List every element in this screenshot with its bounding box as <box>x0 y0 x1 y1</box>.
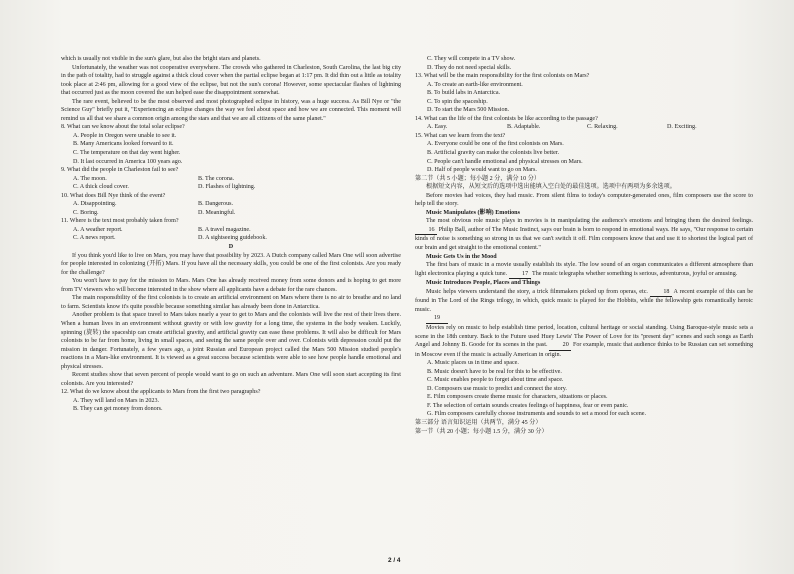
question-8-option-a[interactable] <box>61 132 401 141</box>
question-15-stem: 15. What can we learn from the text? <box>415 132 506 139</box>
question-13-option-b[interactable] <box>415 89 753 98</box>
section-2-title: 第二节（共 5 小题；每小题 2 分，满分 10 分） <box>415 175 540 182</box>
option-text: C. The temperature on that day went higher. <box>73 150 181 157</box>
blank-20[interactable]: 20 <box>549 341 571 351</box>
choice-text: E. Film composers create theme music for characters, situations or places. <box>427 394 608 401</box>
question-12-stem: 12. What do we know about the applicants to Mars from the first two paragraphs? <box>61 389 261 396</box>
paragraph-blank-17 <box>415 261 753 279</box>
paragraph-blank-18 <box>415 288 753 315</box>
subheading-music-introduces: Music Introduces People, Places and Things <box>426 280 541 287</box>
passage-d-paragraph: Another problem is that space travel to Mars takes nearly a year to get to Mars and the colonists will live the rest of their lives there. When a human lives in an environment without gravity or with low gravity for a long time, the systems in the body weaken. Luckily, spinning (旋转) the spaceship can create artificial gravity, and artificial gravity can ease these problems. It will also be difficult for Mars colonists to be far from home, living in small spaces, and seeing the same people over and over. Colonists with depression could put the mission in danger. Fortunately, a few years ago, a joint Russian and European project called the Mars 500 Mission studied people's reactions in a Mars-like environment. It is viewed as a great success because scientists were able to see how people handle emotional and physical stresses. <box>61 312 401 370</box>
blank-16[interactable]: 16 <box>415 226 437 236</box>
part-3-title: 第三部分 语言知识运用（共两节，满分 45 分） <box>415 419 542 426</box>
question-11-option-a[interactable]: A. A weather report. <box>73 226 123 233</box>
question-9-option-d[interactable]: D. Flashes of lightning. <box>198 184 256 191</box>
passage-intro: Before movies had voices, they had music. From silent films to today's computer-generated ones, film composers use the score to help tell the story. <box>415 192 753 208</box>
blank-18[interactable]: 18 <box>650 288 672 298</box>
passage-c-paragraph: The rare event, believed to be the most observed and most photographed eclipse in history, was a huge success. As Bill Nye or "the Science Guy" briefly put it, "Experiencing an eclipse changes the way we feel about space and how we are connected. This moment will remind us all that we share a common origin among the stars and that we are all citizens of the same planet." <box>61 98 401 122</box>
question-12-option-b[interactable] <box>61 405 401 414</box>
choice-d[interactable] <box>415 385 753 394</box>
question-11-option-c[interactable]: C. A news report. <box>73 235 116 242</box>
option-text: A. Everyone could be one of the first colonists on Mars. <box>427 141 564 148</box>
question-10-option-b[interactable]: B. Dangerous. <box>198 201 234 208</box>
choice-c[interactable] <box>415 376 753 385</box>
question-12-option-c[interactable] <box>415 55 753 64</box>
question-13-option-a[interactable] <box>415 81 753 90</box>
question-13-option-c[interactable] <box>415 98 753 107</box>
paragraph-text: Music helps viewers understand the story, a trick filmmakers picked up from operas, etc. <box>426 288 648 295</box>
right-column <box>415 55 753 436</box>
passage-d-label: D <box>228 244 234 251</box>
option-text: C. They will compete in a TV show. <box>427 56 516 62</box>
option-text: B. They can get money from donors. <box>73 406 163 413</box>
question-14-option-c[interactable]: C. Relaxing. <box>587 124 618 131</box>
choice-text: D. Composers use music to predict and connect the story. <box>427 385 567 392</box>
paragraph-text: Philip Ball, author of The Music Instinct, says our brain is born to respond in emotional ways. He says, "Our response to certain kinds of noise is something so strong in us that we can't switch it off. Film composers know that and use it to shortest the logical part of our brain and get straight to the emotional content." <box>415 226 753 252</box>
option-text: C. People can't handle emotional and physical stresses on Mars. <box>427 158 583 165</box>
question-8-stem: 8. What can we know about the total solar eclipse? <box>61 124 185 131</box>
question-8-option-c[interactable] <box>61 149 401 158</box>
question-9-option-a[interactable]: A. The moon. <box>73 175 107 182</box>
passage-d-paragraph: Recent studies show that seven percent of people would want to go on such an adventure. Mars One will soon start accepting its first colonists. Are you interested? <box>61 372 401 387</box>
paragraph-text: The first bars of music in a movie usually establish its style. The low sound of an organ communicates a different atmosphere than light electronica playing a quick tune. <box>415 262 753 277</box>
choice-f[interactable] <box>415 402 753 411</box>
question-14-options-row <box>415 123 753 132</box>
question-10-stem: 10. What does Bill Nye think of the event? <box>61 192 166 199</box>
question-11-option-d[interactable]: D. A sightseeing guidebook. <box>198 235 267 242</box>
part-3-section-1-title: 第一节（共 20 小题；每小题 1.5 分，满分 30 分） <box>415 428 548 435</box>
question-10-option-d[interactable]: D. Meaningful. <box>198 209 236 216</box>
option-text: C. To spin the spaceship. <box>427 98 488 105</box>
page-number: 2 / 4 <box>388 557 401 564</box>
passage-d-paragraph: If you think you'd like to live on Mars, you may have that possibility by 2023. A Dutch company called Mars One will soon advertise for people interested in colonizing (开拓) Mars. If you have all the necessary skills, you could be one of the first colonists. Are you ready for the challenge? <box>61 252 401 276</box>
blank-17[interactable]: 17 <box>509 270 531 280</box>
question-10-options-row <box>61 209 401 218</box>
paragraph-text: A recent example of this can be found in The Lord of the Rings trilogy, in which, quick music is played for the Hobbits, while the fellowship gets romantically heroic music. <box>415 288 754 313</box>
choice-text: A. Music places us in time and space. <box>427 360 519 367</box>
paragraph-text: The music telegraphs whether something is serious, adventurous, joyful or amusing. <box>532 270 738 277</box>
heading-blank-19-row <box>415 314 753 324</box>
question-14-option-b[interactable]: B. Adaptable. <box>507 124 541 131</box>
question-13-option-d[interactable] <box>415 106 753 115</box>
question-8-option-b[interactable] <box>61 140 401 149</box>
option-text: A. They will land on Mars in 2023. <box>73 397 160 404</box>
choice-g[interactable] <box>415 410 753 419</box>
question-13-stem: 13. What will be the main responsibility for the first colonists on Mars? <box>415 73 590 80</box>
question-8-option-d[interactable] <box>61 158 401 167</box>
passage-d-paragraph: You won't have to pay for the mission to Mars. Mars One has already received money from some donors and is hoping to get more from TV viewers who will become interested in the show where all applicants have a debate for the rare chances. <box>61 278 401 293</box>
passage-c-tail-line: which is usually not visible in the sun's glare, but also the bright stars and planets. <box>61 56 261 62</box>
choice-text: G. Film composers carefully choose instruments and sounds to set a mood for each scene. <box>427 411 646 418</box>
question-11-option-b[interactable]: B. A travel magazine. <box>198 226 251 233</box>
option-text: D. It last occurred in America 100 years ago. <box>73 158 183 165</box>
paragraph-text: For example, music that audience thinks to be Russian can set something in Moscow even if the music is actually American in origin. <box>415 342 753 358</box>
question-10-option-a[interactable]: A. Disappointing. <box>73 201 117 208</box>
question-11-stem: 11. Where is the text most probably taken from? <box>61 218 179 225</box>
passage-d-paragraph: The main responsibility of the first colonists is to create an artificial environment on Mars where there is no air to breathe and no land to farm. Scientists know it's quite possible because something similar has already been done in Antarctica. <box>61 295 401 310</box>
choice-a[interactable] <box>415 359 753 368</box>
question-9-stem: 9. What did the people in Charleston fail to see? <box>61 167 179 174</box>
paragraph-text: The most obvious role music plays in movies is in manipulating the audience's emotions and bringing them the desired feelings. <box>426 218 753 225</box>
question-9-options-row <box>61 175 401 184</box>
question-11-options-row <box>61 226 401 235</box>
question-15-option-c[interactable] <box>415 158 753 167</box>
choice-text: C. Music enables people to forget about time and space. <box>427 377 564 384</box>
question-12-option-a[interactable] <box>61 397 401 406</box>
question-10-options-row <box>61 200 401 209</box>
option-text: D. To start the Mars 500 Mission. <box>427 107 510 114</box>
choice-b[interactable] <box>415 368 753 377</box>
question-9-options-row <box>61 183 401 192</box>
passage-c-paragraph: Unfortunately, the weather was not cooperative everywhere. The crowds who gathered in Charleston, South Carolina, the last big city in the path of totality, had to struggle against a thick cloud cover when the partial eclipse began at 1:17 pm. It did thin out a little as totality took place at 2:46 pm, allowing for a good view of the eclipse, but not the sun's corona! However, some spectacular flashes of lightning that occurred just as the moon covered the sun helped ease the disappointment somewhat. <box>61 64 401 97</box>
question-11-options-row <box>61 234 401 243</box>
question-9-option-b[interactable]: B. The corona. <box>198 175 235 182</box>
question-14-stem: 14. What can the life of the first colonists be like according to the passage? <box>415 115 598 122</box>
choice-e[interactable] <box>415 393 753 402</box>
question-14-option-a[interactable]: A. Easy. <box>427 124 448 131</box>
question-12-option-d[interactable] <box>415 64 753 73</box>
question-9-option-c[interactable]: C. A thick cloud cover. <box>73 184 129 191</box>
choice-text: F. The selection of certain sounds creates feelings of happiness, fear or even panic. <box>427 402 629 409</box>
section-2-instructions: 根据短文内容，从短文后的选项中选出能填入空白处的最佳选项。选项中有两项为多余选项。 <box>426 184 676 191</box>
left-column <box>61 55 401 414</box>
choice-text: B. Music doesn't have to be real for this to be effective. <box>427 368 562 375</box>
option-text: A. People in Oregon were unable to see it. <box>73 132 177 139</box>
question-10-option-c[interactable]: C. Boring. <box>73 209 99 216</box>
option-text: B. To build labs in Antarctica. <box>427 90 501 97</box>
option-text: D. Half of people would want to go on Mars. <box>427 167 537 174</box>
subheading-music-mood: Music Gets Us in the Mood <box>426 253 497 260</box>
subheading-music-manipulates: Music Manipulates (影响) Emotions <box>426 209 520 216</box>
question-15-option-d[interactable] <box>415 166 753 175</box>
question-15-option-b[interactable] <box>415 149 753 158</box>
paragraph-text: Movies rely on music to help establish time period, location, cultural heritage or social standing. Using Baroque-style music sets a scene in the 18th century. Back to the Future used Huey Lewis' The Power of Love for its "present day" scenes and such songs as Earth Angel and Johnny B. Goode for its scenes in the past. <box>415 324 753 349</box>
option-text: A. To create an earth-like environment. <box>427 81 523 88</box>
option-text: D. They do not need special skills. <box>427 64 512 71</box>
option-text: B. Artificial gravity can make the colonists live better. <box>427 150 559 157</box>
option-text: B. Many Americans looked forward to it. <box>73 141 174 148</box>
question-15-option-a[interactable] <box>415 140 753 149</box>
blank-19[interactable]: 19 <box>426 314 448 324</box>
question-14-option-d[interactable]: D. Exciting. <box>667 124 697 131</box>
paragraph-blank-16 <box>415 217 753 252</box>
paragraph-blank-20 <box>415 324 753 359</box>
